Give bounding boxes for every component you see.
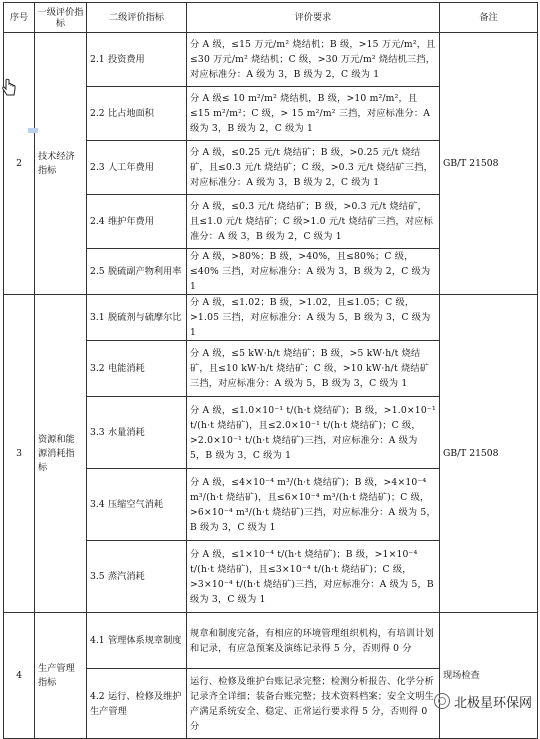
level2-cell [87, 33, 187, 87]
level2-name: 脱硫剂与硫摩尔比 [108, 312, 182, 323]
level2-name: 比占地面积 [108, 108, 154, 119]
level2-cell [87, 195, 187, 249]
requirement-text: 分 A 级，≤5 kW·h/t 烧结矿；B 级，>5 kW·h/t 烧结矿，且≤10 kW·h/t 烧结矿；C 级，>10 kW·h/t 烧结矿三挡，对应标准分：A 级为 5，B 级为 3，C 级为 1 [187, 341, 440, 397]
level2-name: 维护年费用 [108, 216, 154, 227]
level1-name: 资源和能源消耗指标 [35, 295, 87, 613]
header-no: 序号 [4, 3, 35, 33]
header-level1: 一级评价指标 [35, 3, 87, 33]
level1-name: 生产管理指标 [35, 613, 87, 739]
table-row [4, 295, 538, 341]
table-header-row [4, 3, 538, 33]
header-requirement: 评价要求 [187, 3, 440, 33]
note-text: GB/T 21508 [440, 33, 538, 295]
requirement-text: 分 A 级，>80%；B 级，>40%，且≤80%；C 级，≤40% 三挡，对应标准分：A 级为 3，B 级为 2，C 级为 1 [187, 249, 440, 295]
level2-code: 3.1 [90, 312, 105, 323]
level2-cell [87, 469, 187, 541]
row-no: 3 [4, 295, 35, 613]
level2-cell [87, 669, 187, 739]
requirement-text: 分 A 级，≤0.25 元/t 烧结矿；B 级，>0.25 元/t 烧结矿，且≤0.3 元/t 烧结矿；C 级，>0.3 元/t 烧结矿三挡，对应标准分：A 级为 3，B 级为 2，C 级为 1 [187, 141, 440, 195]
level2-cell [87, 295, 187, 341]
level2-name: 投资费用 [108, 54, 145, 65]
level2-name: 电能消耗 [108, 363, 145, 374]
level2-code: 2.2 [90, 108, 105, 119]
selection-marker [28, 128, 38, 133]
level2-cell [87, 141, 187, 195]
header-note: 备注 [440, 3, 538, 33]
level2-code: 4.1 [90, 635, 105, 646]
row-no: 2 [4, 33, 35, 295]
requirement-text: 分 A 级，≤1×10⁻⁴ t/(h·t 烧结矿)；B 级，>1×10⁻⁴ t/(h·t 烧结矿)，且≤3×10⁻⁴ t/(h·t 烧结矿)；C 级，>3×10⁻⁴ t/(h·t 烧结矿)三挡，对应标准分：A 级为 5，B 级为 3，C 级为 1 [187, 541, 440, 613]
requirement-text: 运行、检修及维护台账记录完整；检测分析报告、化学分析记录齐全详细；装备台账完整；技术资料档案；安全文明生产满足系统安全、稳定、正常运行要求得 5 分，否则得 0 分 [187, 669, 440, 739]
level2-code: 2.5 [90, 266, 105, 277]
level2-code: 3.4 [90, 499, 105, 510]
level2-code: 2.1 [90, 54, 105, 65]
level2-name: 脱硫副产物利用率 [108, 266, 182, 277]
requirement-text: 分 A 级，≤15 万元/m² 烧结机；B 级，>15 万元/m²，且≤30 万元/m² 烧结机；C 级，>30 万元/m² 烧结机三挡，对应标准分：A 级为 3，B 级为 2，C 级为 1 [187, 33, 440, 87]
table-row [4, 613, 538, 669]
level2-name: 运行、检修及维护生产管理 [90, 690, 182, 717]
level2-name: 压缩空气消耗 [108, 499, 164, 510]
hand-cursor-icon [0, 78, 18, 98]
level2-code: 4.2 [90, 690, 105, 702]
level2-cell [87, 249, 187, 295]
level2-cell [87, 341, 187, 397]
watermark [434, 690, 532, 712]
level2-code: 3.5 [90, 571, 105, 582]
header-level2: 二级评价指标 [87, 3, 187, 33]
evaluation-table [3, 2, 538, 739]
level2-cell [87, 397, 187, 469]
level2-name: 水量消耗 [108, 427, 145, 438]
level2-code: 2.4 [90, 216, 105, 227]
level2-code: 2.3 [90, 162, 105, 173]
requirement-text: 分 A 级，≤0.3 元/t 烧结矿；B 级，>0.3 元/t 烧结矿，且≤1.0 元/t 烧结矿；C 级>1.0 元/t 烧结矿三挡，对应标准分：A 级 3，B 级为 2，C 级为 1 [187, 195, 440, 249]
level2-cell [87, 613, 187, 669]
note-text: 现场检查 [440, 613, 538, 739]
requirement-text: 规章和制度完备，有相应的环境管理组织机构，有培训计划和记录，有应急预案及演练记录得 5 分，否则得 0 分 [187, 613, 440, 669]
requirement-text: 分 A 级，≤1.02；B 级，>1.02，且≤1.05；C 级，>1.05 三挡，对应标准分：A 级为 5，B 级为 3，C 级为 1 [187, 295, 440, 341]
requirement-text: 分 A 级，≤1.0×10⁻¹ t/(h·t 烧结矿)；B 级，>1.0×10⁻¹ t/(h·t 烧结矿)，且≤2.0×10⁻¹ t/(h·t 烧结矿)；C 级，>2.0×10⁻¹ t/(h·t 烧结矿)三挡，对应标准分：A 级为 5，B 级为 3，C 级为 1 [187, 397, 440, 469]
level2-cell [87, 541, 187, 613]
requirement-text: 分 A 级，≤4×10⁻⁴ m³/(h·t 烧结矿)；B 级，>4×10⁻⁴ m³/(h·t 烧结矿)，且≤6×10⁻⁴ m³/(h·t 烧结矿)；C 级，>6×10⁻⁴ m³/(h·t 烧结矿)三挡，对应标准分：A 级为 5，B 级为 3，C 级为 1 [187, 469, 440, 541]
level2-name: 管理体系规章制度 [108, 635, 182, 646]
table-row [4, 33, 538, 87]
note-text: GB/T 21508 [440, 295, 538, 613]
level2-name: 人工年费用 [108, 162, 154, 173]
level2-name: 蒸汽消耗 [108, 571, 145, 582]
level2-code: 3.3 [90, 427, 105, 438]
level2-cell [87, 87, 187, 141]
watermark-logo-icon [434, 693, 450, 709]
row-no: 4 [4, 613, 35, 739]
level2-code: 3.2 [90, 363, 105, 374]
requirement-text: 分 A 级≤ 10 m²/m² 烧结机，B 级，>10 m²/m²，且≤15 m²/m²；C 级，> 15 m²/m² 三挡，对应标准分：A 级为 3，B 级为 2，C 级为 1 [187, 87, 440, 141]
level1-name: 技术经济指标 [35, 33, 87, 295]
watermark-text: 北极星环保网 [453, 695, 532, 711]
